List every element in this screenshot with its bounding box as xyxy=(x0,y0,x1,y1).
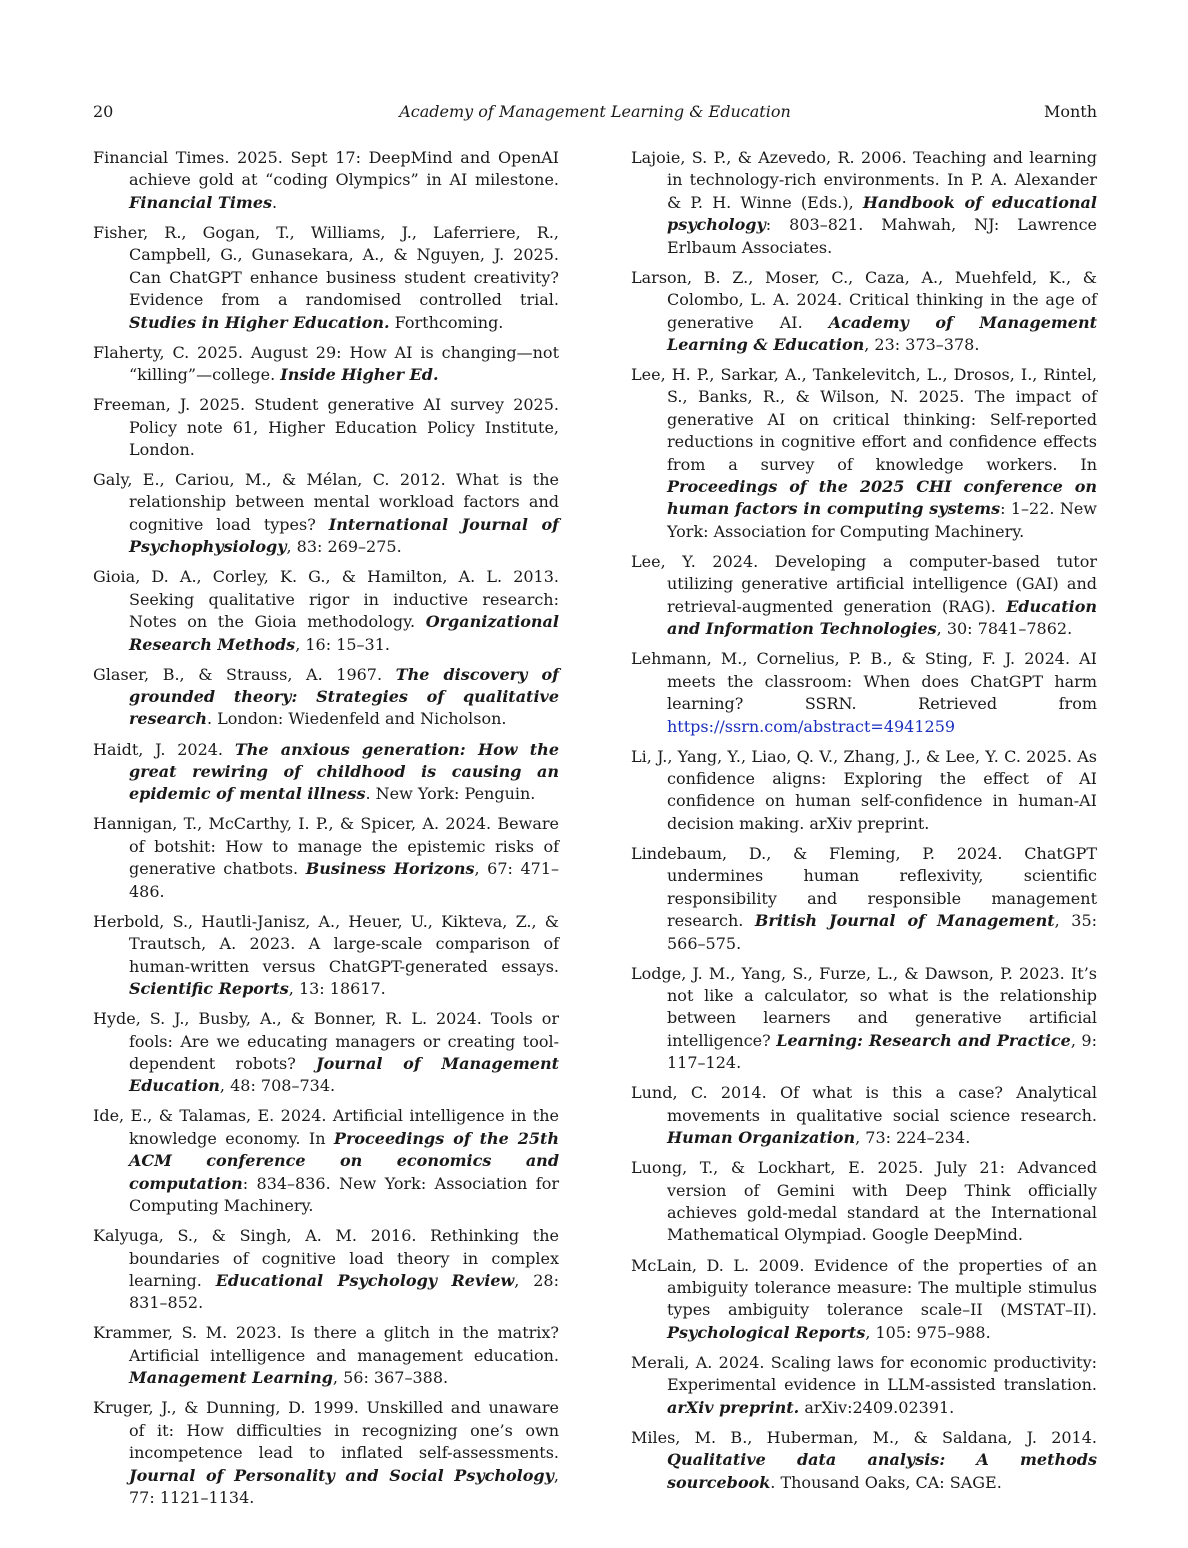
reference-details: . Thousand Oaks, CA: SAGE. xyxy=(770,1472,1002,1492)
reference-text: Lindebaum, D., & Fleming, P. 2024. ChatGPT undermines human reflexivity, scientific responsibility and responsible management research. xyxy=(631,843,1097,931)
reference-entry xyxy=(93,1105,559,1217)
reference-entry xyxy=(631,963,1097,1075)
reference-text: Hannigan, T., McCarthy, I. P., & Spicer, A. 2024. Beware of botshit: How to manage the epistemic risks of generative chatbots. xyxy=(93,814,559,879)
reference-source-title: Academy of Management Learning & Education xyxy=(667,312,1097,354)
reference-text: Gioia, D. A., Corley, K. G., & Hamilton, A. L. 2013. Seeking qualitative rigor in inductive research: Notes on the Gioia methodology. xyxy=(93,567,559,632)
reference-text: Financial Times. 2025. Sept 17: DeepMind and OpenAI achieve gold at “coding Olympics” in AI milestone. xyxy=(93,148,559,190)
reference-details: , 28: 831–852. xyxy=(129,1270,559,1313)
reference-text: Kalyuga, S., & Singh, A. M. 2016. Rethinking the boundaries of cognitive load theory in complex learning. xyxy=(93,1226,559,1290)
reference-text: Hyde, S. J., Busby, A., & Bonner, R. L. 2024. Tools or fools: Are we educating managers or creating tool-dependent robots? xyxy=(93,1009,559,1073)
reference-link[interactable]: https://ssrn.com/abstract=4941259 xyxy=(667,716,956,736)
reference-entry xyxy=(631,1157,1097,1247)
reference-source-title: Organizational Research Methods xyxy=(129,612,559,654)
reference-details: , 48: 708–734. xyxy=(219,1076,336,1096)
reference-details: , 16: 15–31. xyxy=(295,634,390,654)
reference-text: Larson, B. Z., Moser, C., Caza, A., Muehfeld, K., & Colombo, L. A. 2024. Critical thinking in the age of generative AI. xyxy=(631,267,1097,332)
reference-text: Ide, E., & Talamas, E. 2024. Artificial intelligence in the knowledge economy. In xyxy=(93,1106,559,1148)
reference-text: Luong, T., & Lockhart, E. 2025. July 21: Advanced version of Gemini with Deep Think officially achieves gold-medal standard at the International Mathematical Olympiad. Google DeepMind. xyxy=(631,1158,1097,1245)
reference-source-title: Qualitative data analysis: A methods sourcebook xyxy=(667,1450,1097,1492)
reference-text: Lund, C. 2014. Of what is this a case? Analytical movements in qualitative social science research. xyxy=(631,1083,1097,1125)
reference-entry xyxy=(93,566,559,656)
reference-entry xyxy=(93,739,559,806)
reference-source-title: Proceedings of the 2025 CHI conference on human factors in computing systems xyxy=(667,477,1097,519)
reference-text: Lee, Y. 2024. Developing a computer-based tutor utilizing generative artificial intelligence (GAI) and retrieval-augmented generation (RAG). xyxy=(631,551,1097,616)
page-number: 20 xyxy=(93,102,114,121)
reference-entry xyxy=(631,1352,1097,1419)
reference-details: , 13: 18617. xyxy=(288,979,386,998)
reference-source-title: International Journal of Psychophysiology xyxy=(129,514,559,557)
reference-text: Lodge, J. M., Yang, S., Furze, L., & Dawson, P. 2023. It’s not like a calculator, so what is the relationship between learners and generative artificial intelligence? xyxy=(631,963,1097,1050)
reference-details: , 67: 471–486. xyxy=(129,859,559,901)
reference-entry xyxy=(93,1225,559,1315)
reference-entry xyxy=(631,843,1097,955)
reference-entry xyxy=(631,551,1097,641)
reference-text: Herbold, S., Hautli-Janisz, A., Heuer, U., Kikteva, Z., & Trautsch, A. 2023. A large-scale comparison of human-written versus ChatGPT-generated essays. xyxy=(93,911,559,976)
reference-source-title: Learning: Research and Practice xyxy=(776,1030,1071,1050)
reference-source-title: Journal of Management Education xyxy=(129,1053,559,1096)
reference-source-title: Education and Information Technologies xyxy=(667,596,1097,639)
reference-source-title: Psychological Reports xyxy=(667,1322,866,1342)
references-left-column xyxy=(93,147,559,1517)
journal-title: Academy of Management Learning & Education xyxy=(399,102,791,121)
reference-entry xyxy=(631,746,1097,836)
reference-text: Miles, M. B., Huberman, M., & Saldana, J. 2014. xyxy=(631,1427,1097,1447)
reference-source-title: Journal of Personality and Social Psychology xyxy=(129,1465,554,1485)
reference-text: Fisher, R., Gogan, T., Williams, J., Laferriere, R., Campbell, G., Gunasekara, A., & Nguyen, J. 2025. Can ChatGPT enhance business student creativity? Evidence from a randomised controlled trial. xyxy=(93,222,559,310)
reference-entry xyxy=(93,911,559,1001)
reference-details: , 56: 367–388. xyxy=(332,1368,449,1388)
reference-entry xyxy=(93,1397,559,1509)
reference-details: , 73: 224–234. xyxy=(855,1128,971,1148)
reference-entry xyxy=(93,147,559,214)
reference-details: , 9: 117–124. xyxy=(667,1030,1097,1073)
reference-details: , 23: 373–378. xyxy=(864,334,980,354)
reference-details: , 83: 269–275. xyxy=(286,537,402,557)
reference-entry xyxy=(93,469,559,559)
reference-entry xyxy=(631,364,1097,543)
reference-source-title: Scientific Reports xyxy=(129,979,289,998)
reference-text: Galy, E., Cariou, M., & Mélan, C. 2012. What is the relationship between mental workload factors and cognitive load types? xyxy=(93,470,559,534)
reference-entry xyxy=(93,222,559,334)
reference-details: : 834–836. New York: Association for Computing Machinery. xyxy=(129,1173,559,1216)
reference-details: arXiv:2409.02391. xyxy=(799,1397,955,1417)
reference-details: . New York: Penguin. xyxy=(365,784,536,804)
reference-entry xyxy=(631,147,1097,259)
reference-source-title: The discovery of grounded theory: Strategies of qualitative research xyxy=(129,664,559,729)
reference-text: Freeman, J. 2025. Student generative AI survey 2025. Policy note 61, Higher Education Policy Institute, London. xyxy=(93,395,559,459)
reference-details: , 35: 566–575. xyxy=(667,911,1098,953)
reference-source-title: Studies in Higher Education. xyxy=(129,312,390,332)
reference-details: , 105: 975–988. xyxy=(865,1322,991,1342)
reference-source-title: Financial Times xyxy=(129,192,273,212)
reference-entry xyxy=(93,1008,559,1098)
reference-source-title: Educational Psychology Review xyxy=(215,1270,515,1290)
reference-source-title: The anxious generation: How the great rewiring of childhood is causing an epidemic of mental illness xyxy=(129,739,559,804)
reference-details: , 30: 7841–7862. xyxy=(936,619,1073,639)
reference-entry xyxy=(631,1255,1097,1345)
reference-entry xyxy=(93,394,559,461)
reference-text: Haidt, J. 2024. xyxy=(93,739,235,759)
reference-source-title: Human Organization xyxy=(667,1128,856,1148)
reference-text: Kruger, J., & Dunning, D. 1999. Unskilled and unaware of it: How difficulties in recognizing one’s own incompetence lead to inflated self-assessments. xyxy=(93,1398,559,1463)
reference-entry xyxy=(93,813,559,903)
reference-source-title: Proceedings of the 25th ACM conference on economics and computation xyxy=(129,1128,560,1193)
reference-entry xyxy=(93,1322,559,1389)
reference-text: Glaser, B., & Strauss, A. 1967. xyxy=(93,664,396,684)
reference-details: . xyxy=(272,192,278,212)
reference-entry xyxy=(631,648,1097,738)
reference-source-title: Handbook of educational psychology xyxy=(667,192,1098,235)
reference-text: Li, J., Yang, Y., Liao, Q. V., Zhang, J., & Lee, Y. C. 2025. As confidence aligns: Exploring the effect of AI confidence on human self-confidence in human-AI decision making. arXiv preprint. xyxy=(631,746,1097,833)
reference-details: Forthcoming. xyxy=(389,312,504,332)
reference-details: : 803–821. Mahwah, NJ: Lawrence Erlbaum Associates. xyxy=(667,215,1097,257)
reference-text: Lee, H. P., Sarkar, A., Tankelevitch, L., Drosos, I., Rintel, S., Banks, R., & Wilson, N. 2025. The impact of generative AI on critical thinking: Self-reported reductions in cognitive effort and confidence effects from a survey of knowledge workers. In xyxy=(631,365,1097,474)
reference-entry xyxy=(631,1427,1097,1494)
reference-details: . London: Wiedenfeld and Nicholson. xyxy=(206,709,507,729)
reference-source-title: Management Learning xyxy=(129,1368,333,1388)
reference-text: Lajoie, S. P., & Azevedo, R. 2006. Teaching and learning in technology-rich environments. In P. A. Alexander & P. H. Winne (Eds.), xyxy=(631,148,1097,212)
reference-entry xyxy=(93,664,559,731)
header-month: Month xyxy=(1043,102,1097,121)
reference-entry xyxy=(631,267,1097,357)
reference-text: Flaherty, C. 2025. August 29: How AI is changing—not “killing”—college. xyxy=(93,342,559,385)
reference-details: , 77: 1121–1134. xyxy=(129,1465,559,1507)
reference-text: McLain, D. L. 2009. Evidence of the properties of an ambiguity tolerance measure: The multiple stimulus types ambiguity tolerance scale–II (MSTAT–II). xyxy=(631,1255,1097,1320)
reference-source-title: Inside Higher Ed. xyxy=(280,365,439,385)
reference-entry xyxy=(631,1082,1097,1149)
reference-entry xyxy=(93,342,559,387)
reference-text: Krammer, S. M. 2023. Is there a glitch in the matrix? Artificial intelligence and management education. xyxy=(93,1323,559,1365)
reference-source-title: Business Horizons xyxy=(305,859,475,879)
reference-details: : 1–22. New York: Association for Computing Machinery. xyxy=(667,499,1097,541)
reference-text: Merali, A. 2024. Scaling laws for economic productivity: Experimental evidence in LLM-assisted translation. xyxy=(631,1352,1097,1395)
reference-source-title: British Journal of Management xyxy=(754,911,1055,931)
reference-source-title: arXiv preprint. xyxy=(667,1397,800,1417)
reference-text: Lehmann, M., Cornelius, P. B., & Sting, F. J. 2024. AI meets the classroom: When does ChatGPT harm learning? SSRN. Retrieved from xyxy=(631,649,1097,714)
references-right-column xyxy=(631,147,1097,1502)
page-header xyxy=(93,102,1097,126)
